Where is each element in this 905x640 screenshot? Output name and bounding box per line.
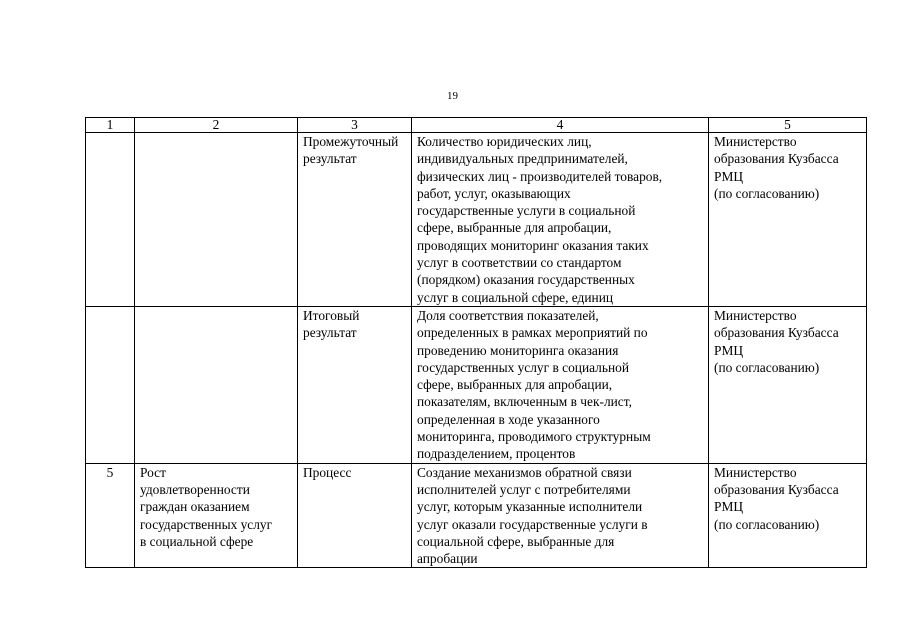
indicator-name-cell xyxy=(135,307,298,464)
page-number: 19 xyxy=(447,90,458,102)
responsible-cell: Министерство образования Кузбасса РМЦ (по согласованию) xyxy=(709,463,867,568)
header-cell-1: 1 xyxy=(86,118,135,133)
table-row xyxy=(86,307,867,464)
row-number-cell xyxy=(86,307,135,464)
header-cell-4: 4 xyxy=(412,118,709,133)
stage-cell: Итоговый результат xyxy=(298,307,412,464)
row-number-cell: 5 xyxy=(86,463,135,568)
header-cell-3: 3 xyxy=(298,118,412,133)
table-header-row xyxy=(86,118,867,133)
stage-cell: Процесс xyxy=(298,463,412,568)
row-number-cell xyxy=(86,133,135,307)
document-table xyxy=(85,117,867,568)
table-row xyxy=(86,463,867,568)
indicator-name-cell xyxy=(135,133,298,307)
description-cell: Создание механизмов обратной связи исполнителей услуг с потребителями услуг, которым указанные исполнители услуг оказали государственные услуги в социальной сфере, выбранные для апробации xyxy=(412,463,709,568)
stage-cell: Промежуточный результат xyxy=(298,133,412,307)
header-cell-2: 2 xyxy=(135,118,298,133)
description-cell: Количество юридических лиц, индивидуальных предпринимателей, физических лиц - производителей товаров, работ, услуг, оказывающих государственные услуги в социальной сфере, выбранные для апробации, проводящих мониторинг оказания таких услуг в соответствии со стандартом (порядком) оказания государственных услуг в социальной сфере, единиц xyxy=(412,133,709,307)
responsible-cell: Министерство образования Кузбасса РМЦ (по согласованию) xyxy=(709,133,867,307)
indicator-name-cell: Рост удовлетворенности граждан оказанием государственных услуг в социальной сфере xyxy=(135,463,298,568)
table-row xyxy=(86,133,867,307)
responsible-cell: Министерство образования Кузбасса РМЦ (по согласованию) xyxy=(709,307,867,464)
header-cell-5: 5 xyxy=(709,118,867,133)
description-cell: Доля соответствия показателей, определенных в рамках мероприятий по проведению мониторинга оказания государственных услуг в социальной сфере, выбранных для апробации, показателям, включенным в чек-лист, определенная в ходе указанного мониторинга, проводимого структурным подразделением, процентов xyxy=(412,307,709,464)
